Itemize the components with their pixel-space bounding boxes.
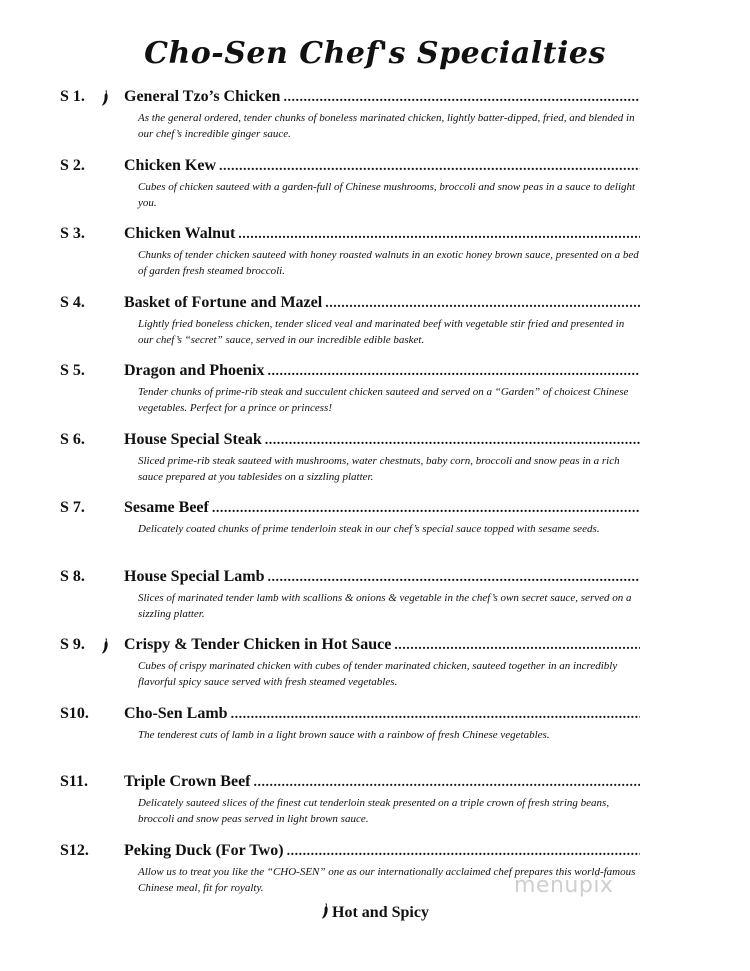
item-name: Basket of Fortune and Mazel: [124, 293, 323, 311]
menu-item-s5: [60, 362, 640, 431]
item-name: Chicken Walnut: [124, 225, 236, 242]
item-name: Triple Crown Beef: [124, 773, 251, 790]
specialties-list: [60, 88, 640, 910]
item-description: Chunks of tender chicken sauteed with honey roasted walnuts in an exotic honey brown sauce, presented on a bed of garden fresh steamed broccoli.: [138, 249, 639, 277]
menu-item-s2: [60, 157, 640, 226]
item-name: Dragon and Phoenix: [124, 362, 265, 379]
item-description: Delicately sauteed slices of the finest cut tenderloin steak presented on a triple crown of fresh string beans, broccoli and snow peas served in light brown sauce.: [138, 797, 610, 825]
item-description: Sliced prime-rib steak sauteed with mushrooms, water chestnuts, baby corn, broccoli and snow peas in a rich sauce prepared at you tablesides on a sizzling platter.: [138, 454, 620, 483]
item-name: Peking Duck (For Two): [124, 841, 284, 859]
item-description: Slices of marinated tender lamb with scallions & onions & vegetable in the chef’s own secret sauce, served on a sizzling platter.: [138, 591, 632, 620]
legend-label: Hot and Spicy: [332, 904, 429, 921]
leader-dots: [254, 775, 641, 791]
leader-dots: [231, 707, 640, 723]
item-code: S10.: [60, 704, 89, 722]
item-name: House Special Lamb: [124, 567, 265, 585]
menu-item-s4: [60, 294, 640, 363]
item-description: Allow us to treat you like the “CHO-SEN” one as our internationally acclaimed chef prepares this world-famous Chinese meal, fit for royalty.: [138, 865, 636, 894]
item-code: S 3.: [60, 225, 85, 242]
item-description: Cubes of chicken sauteed with a garden-full of Chinese mushrooms, broccoli and snow peas in a sauce to delight you.: [138, 180, 636, 209]
leader-dots: [219, 159, 640, 175]
item-code: S11.: [60, 773, 89, 790]
item-name: Cho-Sen Lamb: [124, 704, 228, 722]
item-description: Tender chunks of prime-rib steak and succulent chicken sauteed and served on a “Garden” of choicest Chinese vegetables. Perfect for a prince or princess!: [138, 386, 629, 414]
item-code: S 5.: [60, 362, 85, 379]
menu-item-s8: [60, 568, 640, 637]
item-code: S 8.: [60, 567, 85, 585]
page-title: Cho-Sen Chef's Specialties: [144, 36, 606, 71]
item-code: S 4.: [60, 293, 85, 311]
item-name: Chicken Kew: [124, 156, 216, 174]
item-name: Crispy & Tender Chicken in Hot Sauce: [124, 636, 392, 653]
item-name: House Special Steak: [124, 430, 262, 448]
item-code: S 6.: [60, 430, 85, 448]
menu-item-s3: [60, 225, 640, 294]
item-code: S 9.: [60, 636, 85, 653]
chili-pepper-icon: [321, 903, 329, 919]
item-description: Cubes of crispy marinated chicken with cubes of tender marinated chicken, sauteed together in an incredibly flavorful spicy sauce served with fresh steamed vegetables.: [138, 660, 618, 688]
item-description: As the general ordered, tender chunks of boneless marinated chicken, lightly batter-dipped, fried, and blended in our chef’s incredible ginger sauce.: [138, 112, 635, 140]
item-description: Lightly fried boneless chicken, tender sliced veal and marinated beef with vegetable stir fried and presented in our chef’s “secret” sauce, served in our incredible edible basket.: [138, 317, 625, 346]
leader-dots: [212, 501, 640, 517]
leader-dots: [287, 844, 640, 860]
menu-item-s6: [60, 431, 640, 500]
item-code: S12.: [60, 841, 89, 859]
menupix-watermark: menupix: [514, 873, 614, 898]
menu-item-s10: [60, 705, 640, 774]
menu-item-s11: [60, 773, 640, 842]
item-name: General Tzo’s Chicken: [124, 88, 281, 105]
chili-pepper-icon: [101, 90, 109, 106]
chili-pepper-icon: [101, 638, 109, 654]
leader-dots: [325, 296, 640, 312]
menu-item-s1: [60, 88, 640, 157]
item-description: The tenderest cuts of lamb in a light brown sauce with a rainbow of fresh Chinese vegetables.: [138, 728, 550, 741]
item-name: Sesame Beef: [124, 499, 209, 516]
item-code: S 7.: [60, 499, 85, 516]
leader-dots: [238, 227, 640, 243]
leader-dots: [267, 570, 640, 586]
leader-dots: [265, 433, 640, 449]
leader-dots: [283, 90, 640, 106]
leader-dots: [394, 638, 640, 654]
leader-dots: [267, 364, 640, 380]
item-code: S 2.: [60, 156, 85, 174]
item-code: S 1.: [60, 88, 85, 105]
item-description: Delicately coated chunks of prime tenderloin steak in our chef’s special sauce topped with sesame seeds.: [138, 523, 600, 535]
menu-item-s7: [60, 499, 640, 568]
spicy-legend: [0, 903, 750, 922]
menu-item-s9: [60, 636, 640, 705]
